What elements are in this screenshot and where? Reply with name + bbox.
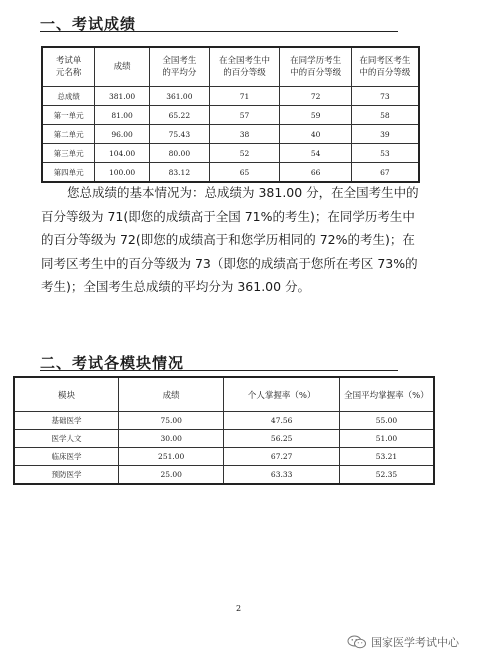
table-cell: 53 bbox=[351, 144, 419, 163]
table-cell: 59 bbox=[280, 106, 352, 125]
table-cell: 第一单元 bbox=[42, 106, 95, 125]
exam-scores-table bbox=[41, 46, 420, 183]
table-cell: 75.00 bbox=[118, 412, 224, 430]
table-cell: 预防医学 bbox=[14, 466, 118, 485]
table-cell: 67 bbox=[351, 163, 419, 183]
table-row bbox=[14, 412, 434, 430]
score-summary-paragraph: 您总成绩的基本情况为：总成绩为 381.00 分，在全国考生中的百分等级为 71(即您的成绩高于全国 71%的考生)；在同学历考生中的百分等级为 72(即您的成绩高于和您学历相同的 72%的考生)；在同考区考生中的百分等级为 73（即您的成绩高于您所在考区 73%的考生)；全国考生总成绩的平均分为 361.00 分。 bbox=[41, 185, 419, 294]
table-cell: 361.00 bbox=[149, 87, 209, 106]
table-header-row bbox=[14, 377, 434, 412]
table-cell: 81.00 bbox=[95, 106, 150, 125]
section-title-exam-scores: 一、考试成绩 bbox=[40, 15, 137, 33]
table-cell: 25.00 bbox=[118, 466, 224, 485]
table-cell: 381.00 bbox=[95, 87, 150, 106]
table-cell: 第二单元 bbox=[42, 125, 95, 144]
header-cell: 全国平均掌握率（%） bbox=[339, 377, 434, 412]
table-row bbox=[42, 163, 419, 183]
table-cell: 40 bbox=[280, 125, 352, 144]
table-cell: 104.00 bbox=[95, 144, 150, 163]
watermark bbox=[347, 634, 459, 650]
table-cell: 38 bbox=[209, 125, 280, 144]
header-cell: 个人掌握率（%） bbox=[224, 377, 339, 412]
header-cell: 考试单 元名称 bbox=[42, 47, 95, 87]
section-title-module-results: 二、考试各模块情况 bbox=[40, 354, 185, 372]
table-cell: 52.35 bbox=[339, 466, 434, 485]
table-row bbox=[42, 125, 419, 144]
table-row bbox=[14, 448, 434, 466]
table-cell: 第四单元 bbox=[42, 163, 95, 183]
module-results-table bbox=[13, 376, 435, 485]
table-cell: 53.21 bbox=[339, 448, 434, 466]
table-cell: 51.00 bbox=[339, 430, 434, 448]
table-cell: 71 bbox=[209, 87, 280, 106]
table-row bbox=[14, 466, 434, 485]
table-cell: 67.27 bbox=[224, 448, 339, 466]
table-cell: 65.22 bbox=[149, 106, 209, 125]
table-cell: 55.00 bbox=[339, 412, 434, 430]
table-cell: 39 bbox=[351, 125, 419, 144]
header-cell: 模块 bbox=[14, 377, 118, 412]
wechat-icon bbox=[347, 635, 367, 649]
header-cell: 在同学历考生 中的百分等级 bbox=[280, 47, 352, 87]
header-cell: 成绩 bbox=[95, 47, 150, 87]
table-cell: 临床医学 bbox=[14, 448, 118, 466]
table-cell: 52 bbox=[209, 144, 280, 163]
table-cell: 58 bbox=[351, 106, 419, 125]
table-cell: 57 bbox=[209, 106, 280, 125]
table-cell: 47.56 bbox=[224, 412, 339, 430]
table-cell: 63.33 bbox=[224, 466, 339, 485]
page-number: 2 bbox=[235, 604, 242, 613]
table-cell: 83.12 bbox=[149, 163, 209, 183]
watermark-text: 国家医学考试中心 bbox=[371, 636, 459, 649]
header-cell: 在全国考生中 的百分等级 bbox=[209, 47, 280, 87]
table-cell: 30.00 bbox=[118, 430, 224, 448]
table-row bbox=[42, 144, 419, 163]
table-cell: 73 bbox=[351, 87, 419, 106]
section-rule bbox=[40, 31, 398, 32]
table-cell: 总成绩 bbox=[42, 87, 95, 106]
table-cell: 第三单元 bbox=[42, 144, 95, 163]
table-row bbox=[42, 106, 419, 125]
table-cell: 医学人文 bbox=[14, 430, 118, 448]
table-row bbox=[42, 87, 419, 106]
table-header-row bbox=[42, 47, 419, 87]
table-cell: 100.00 bbox=[95, 163, 150, 183]
table-cell: 56.25 bbox=[224, 430, 339, 448]
table-cell: 75.43 bbox=[149, 125, 209, 144]
header-cell: 成绩 bbox=[118, 377, 224, 412]
table-cell: 72 bbox=[280, 87, 352, 106]
table-cell: 251.00 bbox=[118, 448, 224, 466]
table-cell: 96.00 bbox=[95, 125, 150, 144]
table-cell: 基础医学 bbox=[14, 412, 118, 430]
section-rule bbox=[40, 370, 398, 371]
table-cell: 54 bbox=[280, 144, 352, 163]
header-cell: 在同考区考生 中的百分等级 bbox=[351, 47, 419, 87]
table-row bbox=[14, 430, 434, 448]
table-cell: 80.00 bbox=[149, 144, 209, 163]
header-cell: 全国考生 的平均分 bbox=[149, 47, 209, 87]
table-cell: 65 bbox=[209, 163, 280, 183]
table-cell: 66 bbox=[280, 163, 352, 183]
